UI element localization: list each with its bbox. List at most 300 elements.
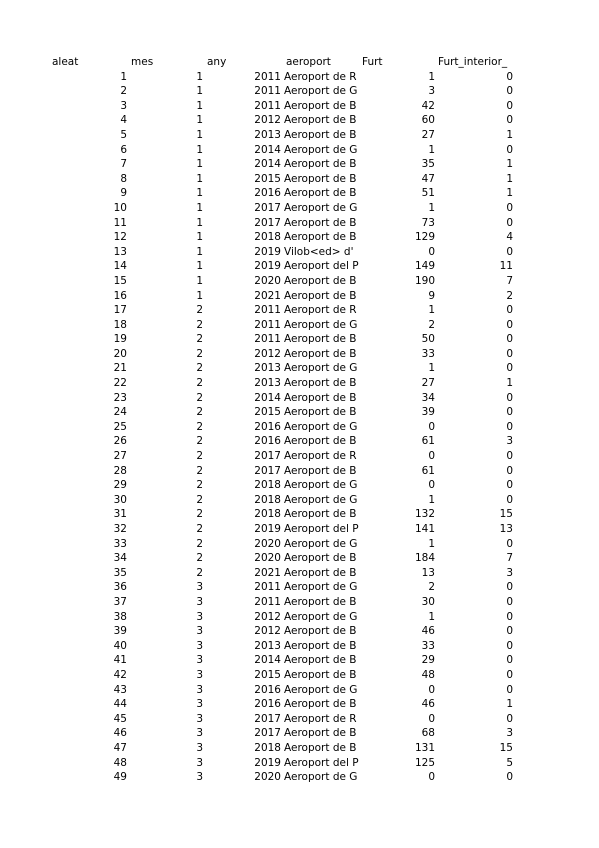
cell-aeroport: Aeroport de G — [284, 683, 358, 696]
cell-aeroport: Aeroport del P — [284, 756, 359, 769]
table-row — [0, 332, 599, 347]
cell-any: 2014 — [254, 158, 281, 171]
cell-furt: 149 — [414, 260, 435, 273]
cell-any: 2011 — [254, 304, 281, 317]
table-row — [0, 172, 599, 187]
cell-furt: 190 — [414, 274, 435, 287]
cell-index: 48 — [113, 756, 127, 769]
cell-furt: 129 — [414, 231, 435, 244]
cell-mes: 2 — [196, 552, 203, 565]
cell-aeroport: Aeroport de B — [284, 566, 357, 579]
cell-aeroport: Aeroport del P — [284, 260, 359, 273]
cell-mes: 2 — [196, 464, 203, 477]
table-row — [0, 84, 599, 99]
cell-mes: 2 — [196, 479, 203, 492]
cell-furt: 68 — [421, 727, 435, 740]
cell-furt: 1 — [428, 143, 435, 156]
cell-mes: 1 — [196, 274, 203, 287]
cell-furt-interior: 2 — [506, 289, 513, 302]
cell-aeroport: Aeroport de R — [284, 304, 357, 317]
table-row — [0, 274, 599, 289]
table-row — [0, 143, 599, 158]
cell-index: 11 — [113, 216, 127, 229]
cell-mes: 2 — [196, 304, 203, 317]
cell-furt: 1 — [428, 610, 435, 623]
cell-any: 2017 — [254, 216, 281, 229]
cell-aeroport: Aeroport de G — [284, 771, 358, 784]
cell-furt: 0 — [428, 420, 435, 433]
table-row — [0, 216, 599, 231]
table-row — [0, 770, 599, 785]
cell-furt: 61 — [421, 435, 435, 448]
cell-index: 19 — [113, 333, 127, 346]
cell-furt-interior: 0 — [506, 771, 513, 784]
cell-any: 2013 — [254, 639, 281, 652]
cell-furt-interior: 0 — [506, 216, 513, 229]
cell-mes: 2 — [196, 362, 203, 375]
cell-furt-interior: 15 — [499, 741, 513, 754]
table-row — [0, 697, 599, 712]
cell-furt-interior: 0 — [506, 581, 513, 594]
cell-furt: 51 — [421, 187, 435, 200]
cell-any: 2017 — [254, 464, 281, 477]
cell-aeroport: Aeroport de G — [284, 581, 358, 594]
cell-any: 2011 — [254, 318, 281, 331]
cell-any: 2011 — [254, 99, 281, 112]
table-row — [0, 376, 599, 391]
cell-index: 17 — [113, 304, 127, 317]
table-row — [0, 186, 599, 201]
cell-aeroport: Aeroport de B — [284, 99, 357, 112]
cell-aeroport: Aeroport de G — [284, 493, 358, 506]
table-body — [0, 70, 599, 785]
cell-furt: 1 — [428, 304, 435, 317]
cell-furt-interior: 1 — [506, 172, 513, 185]
cell-furt-interior: 0 — [506, 610, 513, 623]
cell-furt: 33 — [421, 347, 435, 360]
cell-index: 8 — [120, 172, 127, 185]
cell-aeroport: Vilob<ed> d' — [284, 245, 354, 258]
cell-index: 16 — [113, 289, 127, 302]
cell-any: 2020 — [254, 552, 281, 565]
cell-mes: 3 — [196, 741, 203, 754]
cell-aeroport: Aeroport de B — [284, 289, 357, 302]
cell-furt: 47 — [421, 172, 435, 185]
cell-aeroport: Aeroport de G — [284, 479, 358, 492]
cell-furt: 61 — [421, 464, 435, 477]
cell-any: 2014 — [254, 143, 281, 156]
table-row — [0, 551, 599, 566]
cell-furt: 27 — [421, 128, 435, 141]
table-row — [0, 726, 599, 741]
table-row — [0, 347, 599, 362]
cell-any: 2017 — [254, 201, 281, 214]
cell-aeroport: Aeroport de R — [284, 450, 357, 463]
cell-aeroport: Aeroport de B — [284, 552, 357, 565]
cell-aeroport: Aeroport de B — [284, 216, 357, 229]
cell-furt-interior: 0 — [506, 85, 513, 98]
cell-index: 20 — [113, 347, 127, 360]
cell-furt: 60 — [421, 114, 435, 127]
cell-aeroport: Aeroport de B — [284, 231, 357, 244]
table-row — [0, 391, 599, 406]
cell-mes: 2 — [196, 537, 203, 550]
cell-aeroport: Aeroport de B — [284, 114, 357, 127]
table-row — [0, 405, 599, 420]
cell-furt: 1 — [428, 70, 435, 83]
cell-aeroport: Aeroport de B — [284, 187, 357, 200]
cell-mes: 1 — [196, 70, 203, 83]
cell-furt-interior: 0 — [506, 362, 513, 375]
cell-furt-interior: 0 — [506, 654, 513, 667]
cell-mes: 2 — [196, 435, 203, 448]
cell-furt: 0 — [428, 771, 435, 784]
cell-mes: 3 — [196, 610, 203, 623]
cell-furt-interior: 3 — [506, 435, 513, 448]
cell-furt: 2 — [428, 581, 435, 594]
cell-furt-interior: 0 — [506, 347, 513, 360]
cell-index: 15 — [113, 274, 127, 287]
cell-index: 41 — [113, 654, 127, 667]
cell-any: 2011 — [254, 85, 281, 98]
cell-furt: 34 — [421, 391, 435, 404]
cell-mes: 1 — [196, 99, 203, 112]
table-row — [0, 289, 599, 304]
cell-furt-interior: 0 — [506, 333, 513, 346]
cell-furt-interior: 1 — [506, 377, 513, 390]
cell-any: 2018 — [254, 508, 281, 521]
cell-index: 26 — [113, 435, 127, 448]
table-row — [0, 449, 599, 464]
cell-index: 27 — [113, 450, 127, 463]
header-furt: Furt — [362, 56, 383, 68]
table-row — [0, 201, 599, 216]
cell-furt-interior: 0 — [506, 318, 513, 331]
cell-mes: 2 — [196, 318, 203, 331]
table-row — [0, 128, 599, 143]
cell-mes: 1 — [196, 85, 203, 98]
cell-mes: 1 — [196, 245, 203, 258]
cell-any: 2020 — [254, 274, 281, 287]
cell-any: 2017 — [254, 712, 281, 725]
cell-furt-interior: 0 — [506, 668, 513, 681]
cell-mes: 3 — [196, 668, 203, 681]
table-row — [0, 464, 599, 479]
table-row — [0, 361, 599, 376]
cell-any: 2011 — [254, 595, 281, 608]
table-header-row — [0, 55, 599, 70]
cell-furt-interior: 0 — [506, 304, 513, 317]
cell-furt-interior: 7 — [506, 274, 513, 287]
cell-mes: 2 — [196, 523, 203, 535]
cell-mes: 3 — [196, 639, 203, 652]
cell-furt-interior: 0 — [506, 406, 513, 419]
cell-aeroport: Aeroport de B — [284, 625, 357, 638]
cell-furt: 0 — [428, 450, 435, 463]
cell-furt: 141 — [414, 523, 435, 535]
table-row — [0, 113, 599, 128]
cell-index: 13 — [113, 245, 127, 258]
cell-index: 38 — [113, 610, 127, 623]
cell-any: 2015 — [254, 668, 281, 681]
cell-mes: 2 — [196, 450, 203, 463]
cell-furt: 73 — [421, 216, 435, 229]
table-row — [0, 712, 599, 727]
cell-furt-interior: 0 — [506, 201, 513, 214]
cell-index: 37 — [113, 595, 127, 608]
cell-any: 2020 — [254, 771, 281, 784]
cell-aeroport: Aeroport de B — [284, 741, 357, 754]
cell-mes: 1 — [196, 143, 203, 156]
cell-furt-interior: 13 — [499, 523, 513, 535]
cell-furt: 0 — [428, 712, 435, 725]
cell-aeroport: Aeroport de B — [284, 158, 357, 171]
cell-any: 2019 — [254, 756, 281, 769]
cell-any: 2018 — [254, 741, 281, 754]
cell-index: 2 — [120, 85, 127, 98]
cell-any: 2018 — [254, 231, 281, 244]
cell-any: 2019 — [254, 523, 281, 535]
cell-mes: 2 — [196, 391, 203, 404]
cell-furt: 46 — [421, 698, 435, 711]
cell-any: 2013 — [254, 377, 281, 390]
cell-mes: 3 — [196, 771, 203, 784]
cell-furt: 3 — [428, 85, 435, 98]
cell-index: 3 — [120, 99, 127, 112]
cell-aeroport: Aeroport de B — [284, 406, 357, 419]
cell-furt-interior: 0 — [506, 479, 513, 492]
header-furt-interior: Furt_interior_ — [438, 56, 508, 68]
cell-furt-interior: 0 — [506, 70, 513, 83]
cell-furt-interior: 0 — [506, 143, 513, 156]
cell-furt-interior: 0 — [506, 683, 513, 696]
cell-any: 2017 — [254, 450, 281, 463]
cell-mes: 1 — [196, 187, 203, 200]
cell-furt: 30 — [421, 595, 435, 608]
table-row — [0, 420, 599, 435]
cell-aeroport: Aeroport de B — [284, 639, 357, 652]
cell-any: 2011 — [254, 70, 281, 83]
cell-any: 2019 — [254, 245, 281, 258]
header-aeroport: aeroport — [286, 56, 331, 68]
cell-any: 2012 — [254, 610, 281, 623]
cell-any: 2014 — [254, 391, 281, 404]
table-row — [0, 683, 599, 698]
cell-furt: 33 — [421, 639, 435, 652]
cell-index: 30 — [113, 493, 127, 506]
header-mes: mes — [131, 56, 154, 68]
cell-aeroport: Aeroport de B — [284, 698, 357, 711]
cell-mes: 3 — [196, 727, 203, 740]
cell-furt-interior: 3 — [506, 727, 513, 740]
cell-furt-interior: 0 — [506, 245, 513, 258]
cell-furt-interior: 1 — [506, 187, 513, 200]
cell-index: 4 — [120, 114, 127, 127]
cell-any: 2021 — [254, 289, 281, 302]
cell-index: 31 — [113, 508, 127, 521]
cell-aeroport: Aeroport de B — [284, 391, 357, 404]
cell-furt-interior: 0 — [506, 114, 513, 127]
cell-aeroport: Aeroport de G — [284, 85, 358, 98]
cell-aeroport: Aeroport de B — [284, 172, 357, 185]
cell-any: 2013 — [254, 362, 281, 375]
cell-furt: 1 — [428, 201, 435, 214]
cell-any: 2016 — [254, 420, 281, 433]
cell-any: 2012 — [254, 347, 281, 360]
table-row — [0, 741, 599, 756]
cell-furt-interior: 1 — [506, 698, 513, 711]
cell-index: 40 — [113, 639, 127, 652]
cell-furt-interior: 7 — [506, 552, 513, 565]
cell-any: 2015 — [254, 406, 281, 419]
cell-index: 49 — [113, 771, 127, 784]
cell-index: 46 — [113, 727, 127, 740]
cell-index: 10 — [113, 201, 127, 214]
cell-index: 6 — [120, 143, 127, 156]
cell-any: 2015 — [254, 172, 281, 185]
cell-aeroport: Aeroport de B — [284, 128, 357, 141]
cell-mes: 1 — [196, 260, 203, 273]
cell-any: 2016 — [254, 435, 281, 448]
cell-any: 2016 — [254, 698, 281, 711]
cell-any: 2016 — [254, 683, 281, 696]
cell-mes: 1 — [196, 172, 203, 185]
cell-mes: 2 — [196, 493, 203, 506]
cell-furt: 29 — [421, 654, 435, 667]
cell-aeroport: Aeroport de B — [284, 274, 357, 287]
cell-furt: 9 — [428, 289, 435, 302]
cell-mes: 3 — [196, 625, 203, 638]
cell-index: 14 — [113, 260, 127, 273]
cell-mes: 2 — [196, 406, 203, 419]
cell-furt-interior: 15 — [499, 508, 513, 521]
cell-mes: 2 — [196, 333, 203, 346]
cell-any: 2011 — [254, 333, 281, 346]
cell-mes: 2 — [196, 347, 203, 360]
cell-furt: 0 — [428, 245, 435, 258]
cell-mes: 1 — [196, 114, 203, 127]
table-row — [0, 507, 599, 522]
cell-mes: 1 — [196, 158, 203, 171]
cell-index: 5 — [120, 128, 127, 141]
cell-aeroport: Aeroport de G — [284, 537, 358, 550]
cell-mes: 1 — [196, 231, 203, 244]
cell-any: 2011 — [254, 581, 281, 594]
table-row — [0, 653, 599, 668]
cell-furt-interior: 5 — [506, 756, 513, 769]
cell-aeroport: Aeroport de B — [284, 347, 357, 360]
cell-mes: 3 — [196, 756, 203, 769]
cell-aeroport: Aeroport de G — [284, 201, 358, 214]
table-row — [0, 595, 599, 610]
cell-index: 36 — [113, 581, 127, 594]
cell-furt: 27 — [421, 377, 435, 390]
cell-index: 45 — [113, 712, 127, 725]
cell-any: 2019 — [254, 260, 281, 273]
table-row — [0, 624, 599, 639]
cell-mes: 2 — [196, 566, 203, 579]
cell-index: 1 — [120, 70, 127, 83]
cell-aeroport: Aeroport de B — [284, 435, 357, 448]
cell-index: 42 — [113, 668, 127, 681]
table-row — [0, 668, 599, 683]
cell-mes: 3 — [196, 712, 203, 725]
cell-mes: 2 — [196, 420, 203, 433]
cell-furt-interior: 11 — [499, 260, 513, 273]
cell-mes: 2 — [196, 377, 203, 390]
cell-aeroport: Aeroport de B — [284, 595, 357, 608]
cell-furt: 42 — [421, 99, 435, 112]
cell-furt: 125 — [414, 756, 435, 769]
cell-furt: 35 — [421, 158, 435, 171]
cell-index: 7 — [120, 158, 127, 171]
cell-index: 21 — [113, 362, 127, 375]
cell-furt-interior: 0 — [506, 464, 513, 477]
cell-furt-interior: 0 — [506, 391, 513, 404]
cell-furt: 48 — [421, 668, 435, 681]
cell-mes: 3 — [196, 595, 203, 608]
cell-aeroport: Aeroport de R — [284, 70, 357, 83]
cell-aeroport: Aeroport de B — [284, 654, 357, 667]
data-table — [0, 55, 599, 785]
cell-index: 47 — [113, 741, 127, 754]
cell-aeroport: Aeroport de G — [284, 610, 358, 623]
cell-aeroport: Aeroport de B — [284, 464, 357, 477]
cell-any: 2018 — [254, 479, 281, 492]
cell-furt: 184 — [414, 552, 435, 565]
cell-aeroport: Aeroport de G — [284, 362, 358, 375]
cell-furt-interior: 0 — [506, 537, 513, 550]
cell-any: 2017 — [254, 727, 281, 740]
cell-mes: 2 — [196, 508, 203, 521]
cell-furt: 1 — [428, 362, 435, 375]
cell-index: 43 — [113, 683, 127, 696]
table-row — [0, 493, 599, 508]
header-any: any — [207, 56, 227, 68]
cell-any: 2012 — [254, 625, 281, 638]
cell-furt-interior: 0 — [506, 712, 513, 725]
table-row — [0, 580, 599, 595]
cell-mes: 1 — [196, 201, 203, 214]
cell-furt-interior: 0 — [506, 420, 513, 433]
cell-aeroport: Aeroport de B — [284, 508, 357, 521]
cell-index: 34 — [113, 552, 127, 565]
cell-furt: 13 — [421, 566, 435, 579]
cell-index: 23 — [113, 391, 127, 404]
cell-mes: 1 — [196, 216, 203, 229]
cell-furt-interior: 1 — [506, 158, 513, 171]
cell-aeroport: Aeroport de G — [284, 420, 358, 433]
cell-furt: 2 — [428, 318, 435, 331]
cell-furt-interior: 0 — [506, 99, 513, 112]
cell-furt-interior: 0 — [506, 625, 513, 638]
cell-any: 2016 — [254, 187, 281, 200]
cell-furt: 132 — [414, 508, 435, 521]
cell-any: 2021 — [254, 566, 281, 579]
cell-furt-interior: 0 — [506, 493, 513, 506]
cell-index: 33 — [113, 537, 127, 550]
cell-furt-interior: 4 — [506, 231, 513, 244]
table-row — [0, 259, 599, 274]
cell-any: 2018 — [254, 493, 281, 506]
table-row — [0, 99, 599, 114]
table-row — [0, 70, 599, 85]
cell-index: 32 — [113, 523, 127, 535]
table-row — [0, 245, 599, 260]
cell-mes: 3 — [196, 698, 203, 711]
cell-aeroport: Aeroport de B — [284, 333, 357, 346]
cell-furt-interior: 0 — [506, 639, 513, 652]
